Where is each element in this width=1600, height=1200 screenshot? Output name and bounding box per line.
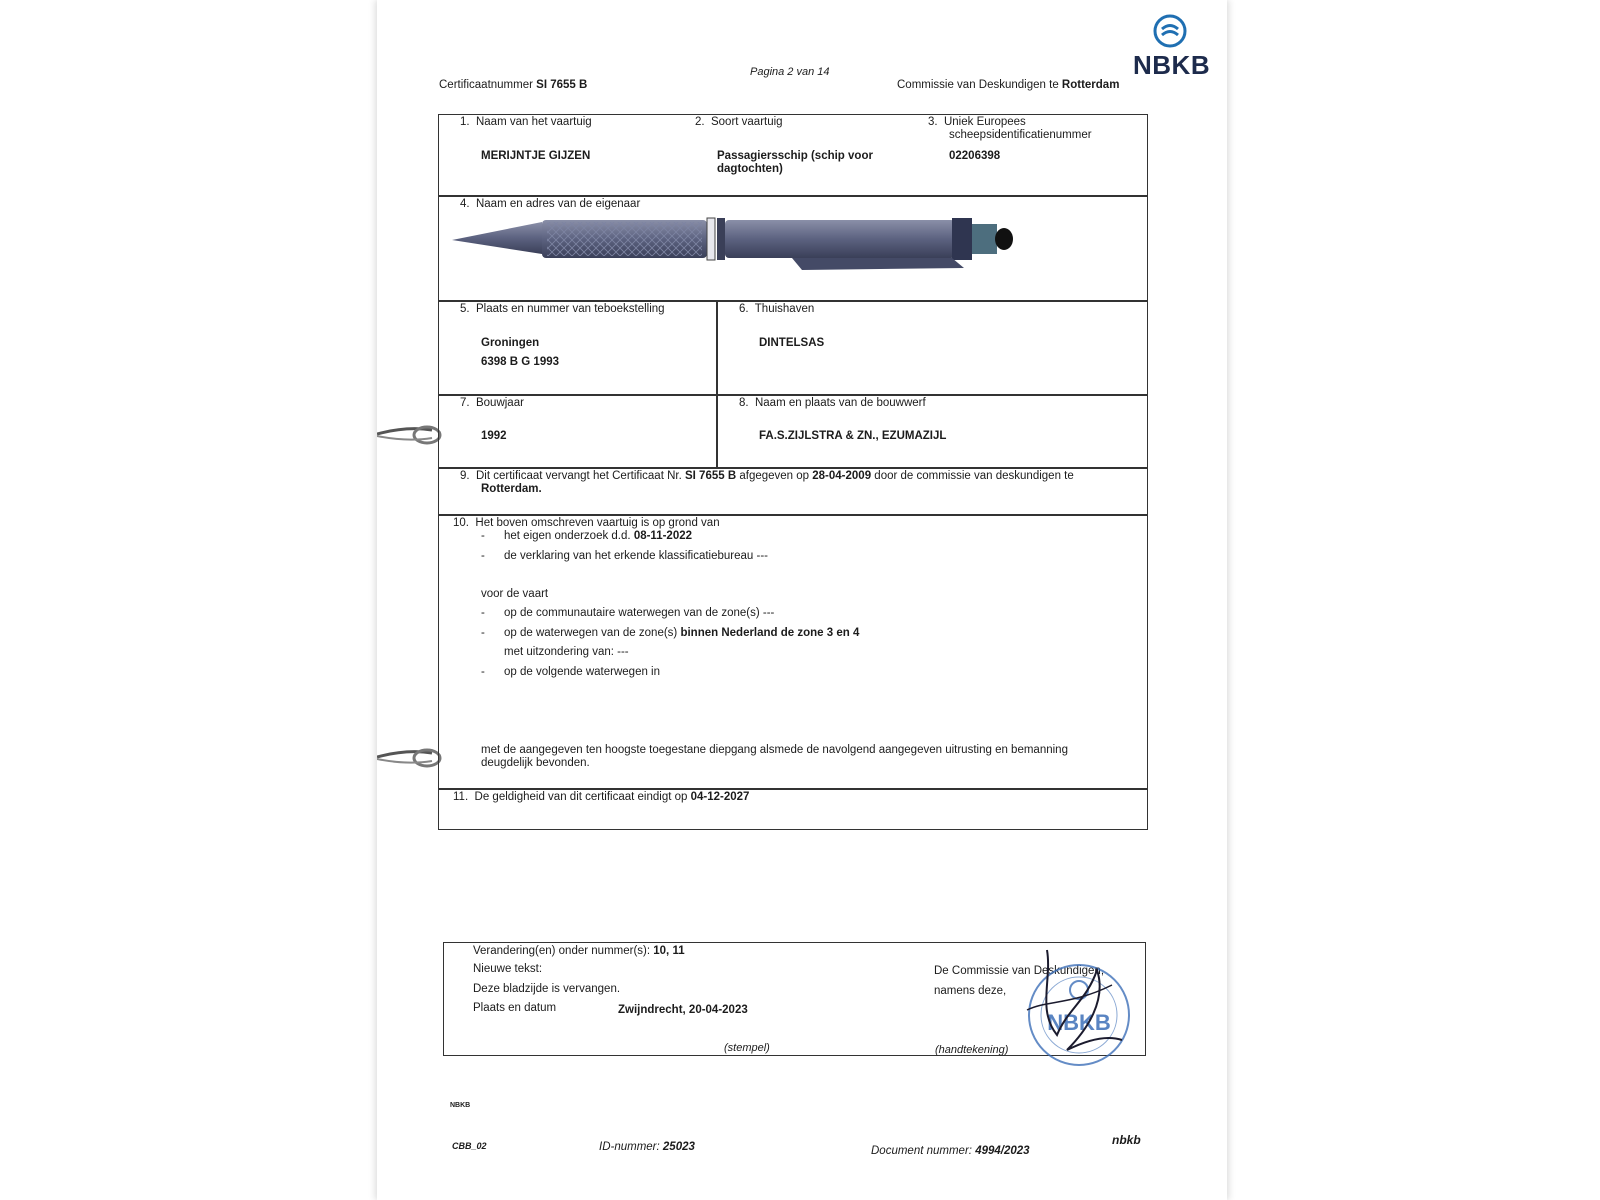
- field-10-closing-2: deugdelijk bevonden.: [481, 757, 590, 769]
- field-10-vaart: voor de vaart: [481, 588, 549, 600]
- field-1-label: 1. Naam van het vaartuig: [460, 116, 592, 128]
- footer-code: CBB_02: [452, 1141, 487, 1151]
- nbkb-logo-icon: [1153, 14, 1187, 48]
- shipyard: FA.S.ZIJLSTRA & ZN., EZUMAZIJL: [759, 430, 947, 442]
- vessel-type-line1: Passagiersschip (schip voor: [717, 150, 873, 162]
- changes-replaced: Deze bladzijde is vervangen.: [473, 983, 621, 995]
- binder-ring-icon: [377, 747, 447, 769]
- certificate-number: Certificaatnummer SI 7655 B: [439, 79, 588, 91]
- build-year: 1992: [481, 430, 507, 442]
- field-5-label: 5. Plaats en nummer van teboekstelling: [460, 303, 665, 315]
- field-10-intro: 10. Het boven omschreven vaartuig is op grond van: [453, 517, 720, 529]
- registration-place: Groningen: [481, 337, 540, 349]
- home-port: DINTELSAS: [759, 337, 825, 349]
- field-2-label: 2. Soort vaartuig: [695, 116, 783, 128]
- changes-place-date-label: Plaats en datum: [473, 1002, 557, 1014]
- signature-label: (handtekening): [935, 1044, 1009, 1056]
- footer-id: ID-nummer: 25023: [599, 1141, 695, 1153]
- field-10-closing-1: met de aangegeven ten hoogste toegestane diepgang alsmede de navolgend aangegeven uitrusting en bemanning: [481, 744, 1068, 756]
- footer-brand: nbkb: [1112, 1133, 1141, 1147]
- field-10-dash: -: [481, 530, 485, 542]
- field-3-label: 3. Uniek Europees: [928, 116, 1026, 128]
- certificate-page: [377, 0, 1227, 1200]
- logo-wordmark: NBKB: [1133, 50, 1211, 80]
- waterway-2-exception: met uitzondering van: ---: [504, 646, 629, 658]
- footer-small-logo: NBKB: [450, 1102, 471, 1109]
- field-10-dash: -: [481, 607, 485, 619]
- field-3-label-line2: scheepsidentificatienummer: [949, 129, 1092, 141]
- field-6-label: 6. Thuishaven: [739, 303, 815, 315]
- commission-signoff-2: namens deze,: [934, 985, 1007, 997]
- stamp-label: (stempel): [724, 1042, 770, 1054]
- waterway-2: op de waterwegen van de zone(s) binnen Nederland de zone 3 en 4: [504, 627, 860, 639]
- field-8-label: 8. Naam en plaats van de bouwwerf: [739, 397, 926, 409]
- field-10-item-1: het eigen onderzoek d.d. 08-11-2022: [504, 530, 693, 542]
- changes-new-text: Nieuwe tekst:: [473, 963, 543, 975]
- pen-obscuring-owner: [452, 208, 1022, 278]
- nbkb-stamp-icon: [1017, 940, 1132, 1070]
- binder-ring-icon: [377, 424, 447, 446]
- commission-header: Commissie van Deskundigen te Rotterdam: [897, 79, 1120, 91]
- changes-place-date-value: Zwijndrecht, 20-04-2023: [618, 1004, 748, 1016]
- field-4-label: 4. Naam en adres van de eigenaar: [460, 198, 641, 210]
- field-10-dash: -: [481, 627, 485, 639]
- footer-document-number: Document nummer: 4994/2023: [871, 1145, 1030, 1157]
- field-7-label: 7. Bouwjaar: [460, 397, 524, 409]
- changes-numbers: Verandering(en) onder nummer(s): 10, 11: [473, 945, 685, 957]
- field-9-text: 9. Dit certificaat vervangt het Certificaat Nr. SI 7655 B afgegeven op 28-04-2009 door de commissie van deskundigen te: [460, 470, 1074, 482]
- eni-number: 02206398: [949, 150, 1001, 162]
- page-indicator: Pagina 2 van 14: [750, 66, 830, 78]
- field-11-validity: 11. De geldigheid van dit certificaat eindigt op 04-12-2027: [453, 791, 750, 803]
- registration-number: 6398 B G 1993: [481, 356, 560, 368]
- vessel-type-line2: dagtochten): [717, 163, 783, 175]
- field-9-city: Rotterdam.: [481, 483, 542, 495]
- commission-signoff-1: De Commissie van Deskundigen,: [934, 965, 1105, 977]
- field-10-dash: -: [481, 666, 485, 678]
- stamp-text: NBKB: [1047, 1010, 1111, 1035]
- field-10-dash: -: [481, 550, 485, 562]
- vessel-name: MERIJNTJE GIJZEN: [481, 150, 591, 162]
- field-10-item-2: de verklaring van het erkende klassificatiebureau ---: [504, 550, 768, 562]
- waterway-3: op de volgende waterwegen in: [504, 666, 661, 678]
- waterway-1: op de communautaire waterwegen van de zone(s) ---: [504, 607, 775, 619]
